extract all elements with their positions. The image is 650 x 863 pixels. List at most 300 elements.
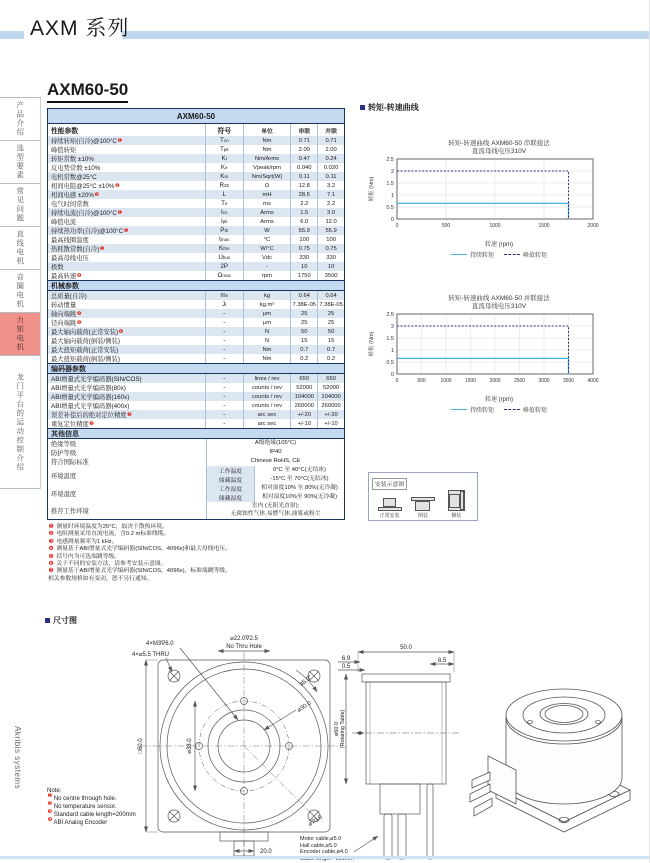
value-parallel: 50 — [317, 327, 344, 336]
value-parallel: 7.38E-05 — [317, 300, 344, 309]
param-name: 最高线圈温度 — [51, 237, 89, 244]
param-symbol: T pk — [205, 145, 243, 154]
section-square-icon — [45, 618, 50, 623]
motor-body-shape — [449, 494, 460, 508]
param-unit: W/°C — [243, 244, 291, 253]
bottom-band — [0, 856, 650, 859]
value-parallel: 10 — [317, 262, 344, 271]
svg-text:1000: 1000 — [489, 223, 501, 229]
param-unit: °C — [243, 235, 291, 244]
table-row — [48, 208, 344, 217]
table-row — [48, 410, 344, 419]
front-view-drawing — [100, 630, 344, 860]
legend-item — [451, 405, 494, 414]
param-unit: rpm — [243, 271, 291, 280]
value-parallel: 260000 — [317, 401, 344, 410]
sub-label: 工作湿度 — [206, 484, 254, 493]
value-serial: 6.0 — [290, 217, 317, 226]
param-symbol: T e — [205, 199, 243, 208]
param-unit: mH — [243, 190, 291, 199]
param-unit: lines / rev — [243, 374, 291, 383]
param-name: 轴向端跳 ❺ — [51, 310, 82, 318]
value-parallel: 104000 — [317, 392, 344, 401]
param-symbol: - — [205, 392, 243, 401]
dim-label: 50.0 — [400, 645, 412, 651]
sidebar-item-直线电机[interactable] — [0, 226, 40, 269]
brand-vertical-text: Akribis systems — [13, 726, 22, 790]
legend-item — [451, 250, 494, 259]
table-row — [48, 253, 344, 262]
chart-xlabel: 转速 (rpm) — [485, 397, 513, 403]
sub-value: 相对湿度10%至 90%(无冷凝) — [254, 493, 344, 502]
sidebar-item-龙门平台的运动控制介绍[interactable] — [0, 355, 40, 489]
table-row — [48, 235, 344, 244]
section-header-encoder: 编码器参数 — [48, 363, 344, 374]
param-name: 热耗散常数(自冷) ❶ — [51, 245, 105, 253]
value-serial: 0.2 — [290, 354, 317, 363]
param-symbol: - — [205, 345, 243, 354]
table-row — [48, 336, 344, 345]
drawing-note — [47, 787, 136, 827]
param-unit: Nm — [243, 354, 291, 363]
legend-label: 持续转矩 — [469, 253, 494, 259]
legend-item — [504, 250, 547, 259]
value-serial: 1750 — [290, 271, 317, 280]
sub-label: 储藏温度 — [206, 475, 254, 484]
col-header: 符号 — [205, 124, 243, 136]
param-symbol: - — [205, 327, 243, 336]
param-symbol: - — [205, 309, 243, 318]
mount-icon-label: 正常安装 — [379, 513, 400, 519]
note-marker: ❸ — [47, 809, 53, 815]
param-name: 最大轴向载荷(倒装/侧装) — [51, 338, 120, 345]
param-name: 最大扭矩载荷(倒装/侧装) — [51, 356, 120, 363]
table-row — [48, 244, 344, 253]
legend-line-sample — [451, 254, 467, 255]
note-marker: ❻ — [48, 561, 54, 568]
dim-label: 4×⌀5.5 THRU — [132, 652, 170, 658]
table-row — [48, 392, 344, 401]
svg-text:转矩 (Nm): 转矩 (Nm) — [369, 331, 375, 357]
param-symbol: K thn — [205, 244, 243, 253]
value-serial: 330 — [290, 253, 317, 262]
table-row — [48, 154, 344, 163]
chart-subtitle: 直流母线电压310V — [471, 148, 527, 155]
sub-rows — [206, 484, 344, 502]
table-row — [48, 181, 344, 190]
table-row — [48, 401, 344, 410]
spec-table-header-row — [48, 124, 344, 136]
table-row — [48, 345, 344, 354]
param-unit: counts / rev — [243, 383, 291, 392]
note-marker: ❼ — [48, 568, 54, 575]
drawing-note-line: ❷ No temperature sensor. — [47, 801, 117, 810]
drawing-note-line: ❶ No centre through hole. — [47, 793, 117, 802]
sidebar-item-label: 常见问题 — [15, 187, 25, 223]
note-line: ❷ 电阻测量采用直流电流，含0.2 m标准线缆。 — [48, 531, 170, 538]
section-header-other: 其他信息 — [48, 428, 344, 439]
svg-text:1500: 1500 — [538, 223, 550, 229]
param-name: 峰值电流 — [51, 219, 77, 226]
cable-label-line: Encoder cable,⌀4.0 — [300, 849, 348, 856]
sub-row — [206, 493, 344, 502]
sidebar-item-音圈电机[interactable] — [0, 269, 40, 312]
chart-subtitle: 直流母线电压310V — [471, 303, 527, 310]
svg-text:3500: 3500 — [562, 378, 575, 384]
param-name: ABI增量式光学编码器(80x) — [51, 385, 126, 392]
value-serial: 10 — [290, 262, 317, 271]
table-row — [48, 448, 344, 457]
dim-label: 8.5 — [437, 658, 447, 664]
svg-text:2: 2 — [390, 169, 394, 175]
mounting-diagram-box — [368, 472, 478, 521]
param-symbol: Ω max — [205, 271, 243, 280]
sub-rows — [206, 466, 344, 484]
table-row — [48, 300, 344, 309]
value-parallel: +/-10 — [317, 419, 344, 428]
table-row — [48, 226, 344, 235]
dim-label: ⌀38.0 — [187, 738, 193, 754]
table-row — [48, 318, 344, 327]
table-row — [48, 262, 344, 271]
param-name: 符合国际标准 — [51, 459, 89, 466]
value-parallel: 15 — [317, 336, 344, 345]
col-header: 单位 — [243, 124, 291, 136]
header-band-left — [0, 31, 24, 39]
table-row — [48, 419, 344, 428]
param-name: 绝缘等级 — [51, 441, 77, 448]
svg-text:0: 0 — [390, 372, 394, 378]
svg-text:1500: 1500 — [464, 378, 477, 384]
param-unit: Nm — [243, 345, 291, 354]
chart-legend — [365, 405, 633, 414]
param-name: 环境温度 — [51, 472, 77, 480]
dim-label: ⌀30.0 — [296, 700, 313, 714]
col-header: 性能参数 — [51, 128, 79, 135]
param-unit: μm — [243, 309, 291, 318]
dimensions-header-label: 尺寸图 — [53, 616, 77, 625]
param-name: 极数 — [51, 264, 64, 271]
param-symbol: t max — [205, 235, 243, 244]
param-symbol: - — [205, 374, 243, 383]
value-parallel: 0.7 — [317, 345, 344, 354]
svg-text:2000: 2000 — [587, 223, 599, 229]
param-name: 电气时间常数 — [51, 201, 89, 208]
param-name: 推荐工作环境 — [51, 508, 89, 515]
value-parallel: 52000 — [317, 383, 344, 392]
sub-value: 相对湿度10% 至 80%(无冷凝) — [254, 484, 344, 493]
value-parallel: 3.2 — [317, 181, 344, 190]
param-unit: Ω — [243, 181, 291, 190]
param-symbol: - — [205, 354, 243, 363]
sidebar-item-label: 选型要素 — [15, 144, 25, 180]
svg-text:0.5: 0.5 — [386, 205, 394, 211]
sidebar-item-常见问题[interactable] — [0, 183, 40, 226]
section-square-icon — [360, 105, 365, 110]
param-symbol: T cn — [205, 136, 243, 145]
svg-text:0: 0 — [390, 217, 394, 223]
param-unit: Nm — [243, 136, 291, 145]
param-unit: counts / rev — [243, 401, 291, 410]
param-name: 环境湿度 — [51, 490, 77, 498]
value-serial: 50 — [290, 327, 317, 336]
value-serial: 0.11 — [290, 172, 317, 181]
note-marker: ❷ — [47, 801, 53, 807]
table-row — [48, 466, 344, 484]
sidebar-item-label: 力矩电机 — [15, 316, 25, 352]
value-serial: 260000 — [290, 401, 317, 410]
legend-label: 持续转矩 — [469, 408, 494, 414]
table-row — [48, 271, 344, 280]
svg-text:4000: 4000 — [587, 378, 599, 384]
side-mount-icon — [448, 491, 465, 511]
note-marker: ❶ — [47, 793, 53, 799]
notes-footer: 相关参数规格如有变动，恕不另行通知。 — [48, 575, 153, 582]
chart-xlabel: 转速 (rpm) — [485, 242, 513, 248]
chart-title: 转矩-转速曲线 AXM60-50 并联接法 — [448, 295, 550, 302]
sub-label: 工作温度 — [206, 466, 254, 475]
table-row — [48, 354, 344, 363]
legend-label: 峰值转矩 — [523, 408, 548, 414]
param-name: 重复定位精度 ❼ — [51, 420, 94, 428]
value-parallel: 0.71 — [317, 136, 344, 145]
chart-plot — [365, 311, 633, 389]
value-parallel: +/-20 — [317, 410, 344, 419]
param-unit: arc sec — [243, 419, 291, 428]
value-serial: 25 — [290, 309, 317, 318]
legend-label: 峰值转矩 — [523, 253, 548, 259]
inverted-mount-icon — [411, 491, 435, 511]
value-parallel: 0.2 — [317, 354, 344, 363]
section-header-mechanical: 机械参数 — [48, 280, 344, 291]
table-row — [48, 145, 344, 154]
param-name: 持续电流(自冷)@100°C ❶ — [51, 209, 123, 217]
mount-icon-label: 倒装 — [417, 513, 428, 519]
table-row — [48, 190, 344, 199]
svg-text:1: 1 — [390, 193, 394, 199]
dim-label: 4×M3∇6.0 — [146, 641, 174, 647]
value-parallel: 2.2 — [317, 199, 344, 208]
sidebar-item-label: 直线电机 — [15, 230, 25, 266]
table-row — [48, 163, 344, 172]
param-symbol: I cn — [205, 208, 243, 217]
param-name: 总质量(自冷) — [51, 293, 87, 300]
value-serial: 0.64 — [290, 291, 317, 300]
table-row — [48, 327, 344, 336]
value-parallel: 100 — [317, 235, 344, 244]
svg-text:0.5: 0.5 — [386, 360, 394, 366]
param-name: 相间电感 ±20% ❸ — [51, 191, 100, 199]
note-line: ❼ 测量基于ABI增量式光学编码器(SIN/COS，4096x)，标准端跳等级。 — [48, 568, 231, 575]
value-parallel: 0.11 — [317, 172, 344, 181]
mount-icon-label: 侧装 — [451, 513, 462, 519]
chart-legend — [365, 250, 633, 259]
torque-chart-block-2 — [365, 295, 633, 414]
value-serial: +/-10 — [290, 419, 317, 428]
mount-icon-normal — [374, 491, 406, 519]
value-serial: 0.040 — [290, 163, 317, 172]
note-marker: ❷ — [48, 531, 54, 538]
param-symbol: 2P — [205, 262, 243, 271]
svg-text:转矩 (Nm): 转矩 (Nm) — [369, 176, 375, 202]
param-name: 持续热功率(自冷)@100°C ❶ — [51, 227, 129, 235]
isometric-view-drawing — [468, 660, 640, 850]
value-serial: +/-20 — [290, 410, 317, 419]
sub-label: 储藏湿度 — [206, 493, 254, 502]
legend-line-sample — [451, 409, 467, 410]
chart-title: 转矩-转速曲线 AXM60-50 串联接法 — [448, 140, 550, 147]
mounting-box-title: 安装示意图 — [372, 478, 407, 490]
param-symbol: - — [205, 318, 243, 327]
sidebar-item-label: 龙门平台的运动控制介绍 — [15, 372, 25, 472]
note-marker: ❹ — [48, 546, 54, 553]
torque-curves-header — [360, 102, 419, 113]
svg-text:500: 500 — [417, 378, 426, 384]
table-row — [48, 172, 344, 181]
param-symbol: L — [205, 190, 243, 199]
param-name: 径向端跳 ❺ — [51, 319, 82, 327]
sub-row — [206, 466, 344, 475]
col-header: 并联 — [317, 124, 344, 136]
value-parallel: 12.0 — [317, 217, 344, 226]
value-parallel: 0.75 — [317, 244, 344, 253]
dim-label: 45.0° — [299, 674, 314, 689]
sub-value: 0°C 至 40°C(无结冰) — [254, 466, 344, 475]
table-row — [48, 217, 344, 226]
param-symbol: R 25 — [205, 181, 243, 190]
sidebar-tabs — [0, 97, 41, 489]
table-notes — [48, 524, 353, 583]
value-serial: 55.9 — [290, 226, 317, 235]
dim-label: (Rotating Table) — [340, 709, 346, 749]
note-marker: ❶ — [48, 524, 54, 530]
sidebar-item-label: 音圈电机 — [15, 273, 25, 309]
sidebar-item-label: 产品介绍 — [15, 101, 25, 137]
spec-table-title: AXM60-50 — [48, 109, 344, 124]
param-name: 最大轴向载荷(正常安装) ❻ — [51, 328, 124, 336]
dimensions-header — [45, 615, 77, 626]
param-name: 反电势常数 ±10% — [51, 165, 101, 172]
legend-line-sample — [504, 254, 520, 255]
value-serial: 1.5 — [290, 208, 317, 217]
value-serial: 650 — [290, 374, 317, 383]
value-serial: 0.75 — [290, 244, 317, 253]
sub-row — [206, 484, 344, 493]
table-row — [48, 439, 344, 448]
value-serial: 12.8 — [290, 181, 317, 190]
drawing-note-title: Note: — [47, 788, 62, 794]
param-unit: Arms — [243, 217, 291, 226]
series-title: AXM 系列 — [30, 17, 130, 40]
cable-label-line: Hall cable,⌀5.0 — [300, 842, 337, 849]
value-parallel: 650 — [317, 374, 344, 383]
param-value: Chinese RoHS, CE — [206, 457, 344, 466]
param-symbol: U bus — [205, 253, 243, 262]
value-parallel: 0.020 — [317, 163, 344, 172]
param-symbol: - — [205, 410, 243, 419]
value-serial: 104000 — [290, 392, 317, 401]
spec-table — [47, 108, 345, 520]
param-symbol: - — [205, 401, 243, 410]
value-serial: 15 — [290, 336, 317, 345]
param-symbol: P th — [205, 226, 243, 235]
drawing-note-line: ❸ Standard cable length=200mm — [47, 809, 136, 818]
param-name: ABI增量式光学编码器(400x) — [51, 403, 130, 410]
param-name: 防护等级 — [51, 450, 77, 457]
svg-text:3000: 3000 — [538, 378, 550, 384]
param-symbol: J r — [205, 300, 243, 309]
svg-text:1: 1 — [390, 348, 394, 354]
param-unit: Arms — [243, 208, 291, 217]
value-parallel: 7.1 — [317, 190, 344, 199]
table-row — [48, 136, 344, 145]
sub-row — [206, 475, 344, 484]
param-unit: μm — [243, 318, 291, 327]
value-serial: 100 — [290, 235, 317, 244]
mount-plate-shape — [460, 491, 464, 510]
note-line: ❻ 关于不同的安装方法，请参考安装示意图。 — [48, 561, 167, 568]
param-symbol: m n — [205, 291, 243, 300]
svg-text:0: 0 — [395, 223, 399, 229]
param-symbol: I pk — [205, 217, 243, 226]
svg-text:2: 2 — [390, 324, 394, 330]
param-name: 最高母线电压 — [51, 255, 89, 262]
col-header: 串联 — [290, 124, 317, 136]
mount-plate-shape — [378, 507, 402, 511]
table-row — [48, 199, 344, 208]
page-title: AXM60-50 — [47, 80, 128, 103]
param-value: IP40 — [206, 448, 344, 457]
dim-label: ⌀22.0∇2.5 — [230, 636, 258, 642]
table-row — [48, 309, 344, 318]
param-unit: - — [243, 262, 291, 271]
param-unit: Vpeak/rpm — [243, 163, 291, 172]
value-parallel: 25 — [317, 309, 344, 318]
param-name: 相间电阻@25°C ±10% ❷ — [51, 182, 120, 190]
param-unit: kg — [243, 291, 291, 300]
param-value: A级绝缘(105°C) — [206, 439, 344, 448]
sidebar-item-力矩电机[interactable] — [0, 312, 40, 355]
svg-text:2.5: 2.5 — [386, 312, 394, 318]
motor-body-shape — [383, 498, 396, 507]
dim-label: ⌀70.0 — [307, 814, 324, 828]
sidebar-item-产品介绍[interactable] — [0, 97, 40, 140]
drawing-note-line: ❹ ABI Analog Encoder — [47, 817, 108, 826]
torque-curves-header-label: 转矩-转速曲线 — [368, 103, 419, 112]
side-view-drawing — [332, 638, 482, 862]
svg-text:2500: 2500 — [513, 378, 526, 384]
param-unit: Vdc — [243, 253, 291, 262]
legend-line-sample — [504, 409, 520, 410]
value-serial: 0.71 — [290, 136, 317, 145]
note-line: ❹ 测量基于ABI增量式光学编码器(SIN/COS，4096x)和最大母线电压。 — [48, 546, 231, 553]
param-name: 最大扭矩载荷(正常安装) — [51, 347, 119, 354]
svg-text:1.5: 1.5 — [386, 336, 394, 342]
dim-label: 6.9 — [341, 656, 351, 662]
note-marker: ❸ — [48, 538, 54, 545]
sidebar-item-选型要素[interactable] — [0, 140, 40, 183]
table-row — [48, 291, 344, 300]
param-name: ABI增量式光学编码器(SIN/COS) — [51, 376, 142, 383]
param-name: ABI增量式光学编码器(160x) — [51, 394, 130, 401]
param-name: 电机常数@25°C — [51, 174, 97, 181]
svg-text:2000: 2000 — [489, 378, 501, 384]
param-unit: N — [243, 327, 291, 336]
note-marker: ❹ — [47, 817, 53, 823]
svg-text:1.5: 1.5 — [386, 181, 394, 187]
value-parallel: 0.24 — [317, 154, 344, 163]
table-row — [48, 484, 344, 502]
